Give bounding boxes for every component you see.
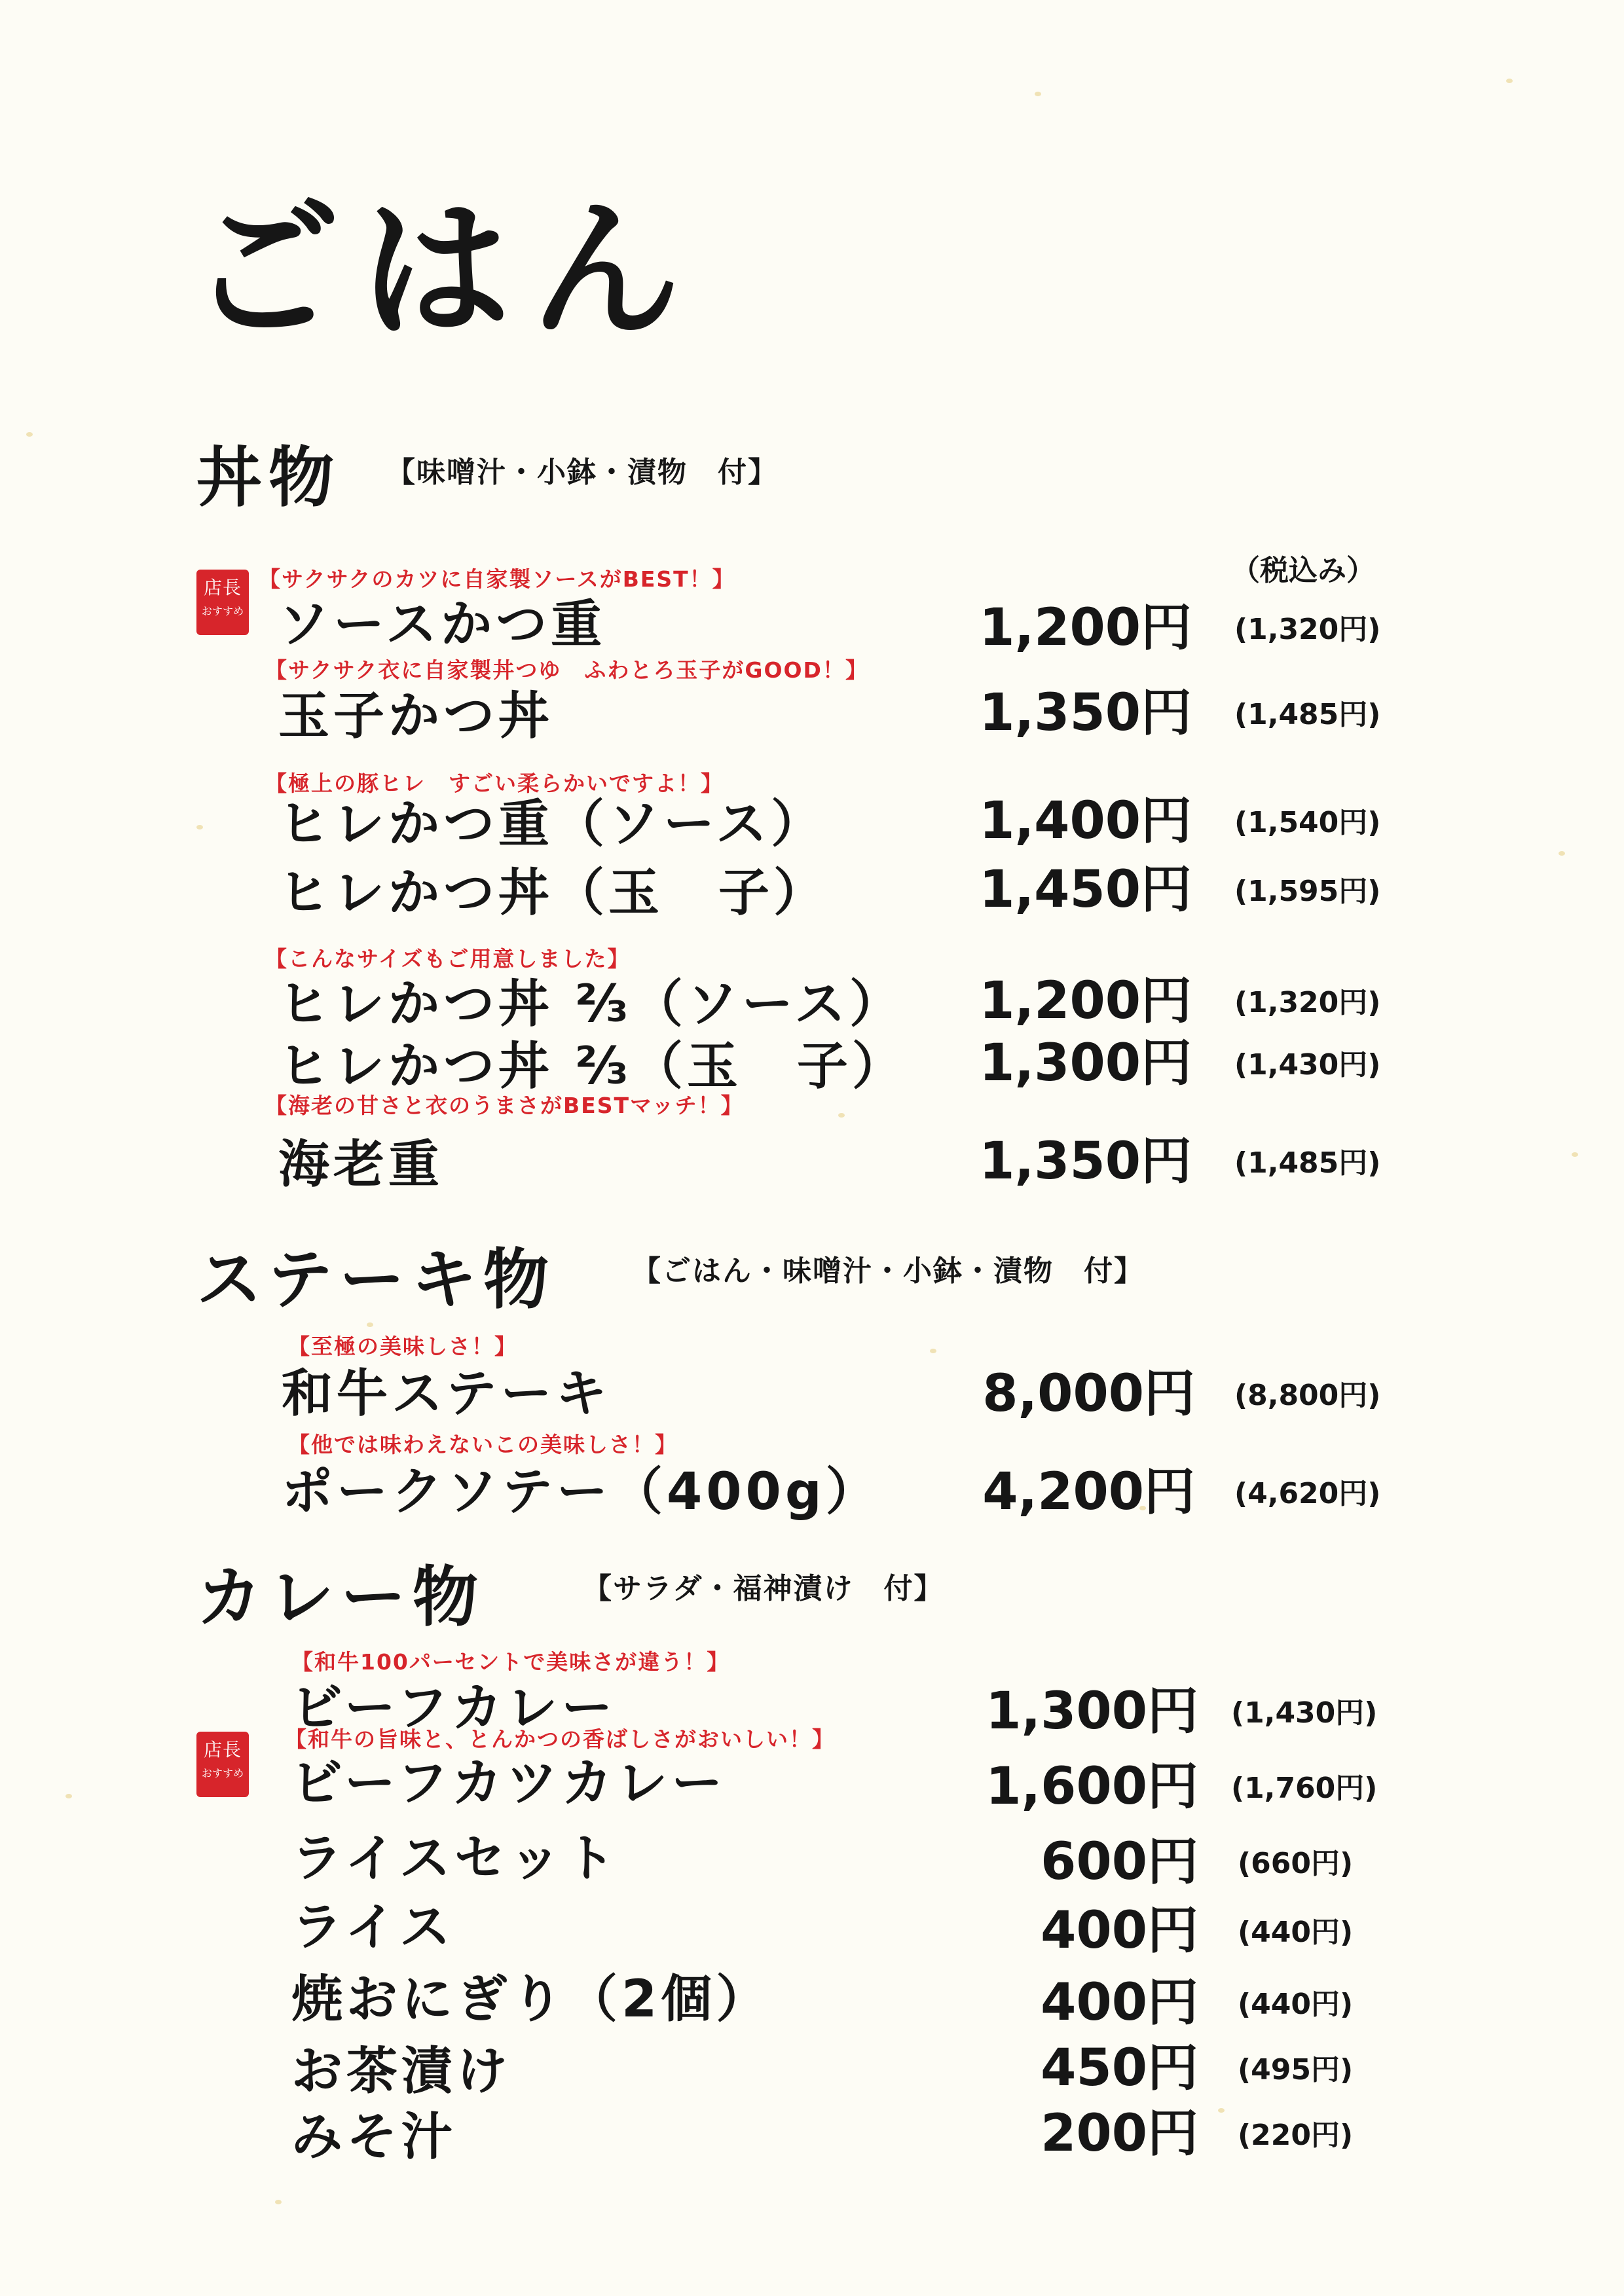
item-price: 1,350円 [979,683,1192,742]
item-price: 200円 [1041,2104,1198,2163]
item-price: 400円 [1041,1973,1198,2032]
item-name: ビーフカレー [291,1679,617,1738]
item-name: 焼おにぎり（2個） [291,1970,771,2029]
item-catchphrase: 【他では味わえないこの美味しさ！】 [288,1432,678,1457]
section-note-steak: 【ごはん・味噌汁・小鉢・漬物 付】 [632,1254,1144,1288]
item-name: お茶漬け [291,2042,512,2101]
item-name: 海老重 [278,1135,444,1194]
paper-speck [26,432,33,437]
item-catchphrase: 【至極の美味しさ！】 [288,1334,517,1359]
item-price: 1,350円 [979,1132,1192,1191]
item-tax-price: (1,320円) [1234,986,1381,1019]
item-name: ポークソテー（400g） [282,1463,881,1522]
badge-label: 店長 [203,1739,242,1760]
paper-speck [1559,851,1565,856]
badge-sublabel: おすすめ [201,1767,244,1779]
item-tax-price: (440円) [1238,1916,1354,1949]
item-tax-price: (1,485円) [1234,1146,1381,1180]
item-price: 1,200円 [979,598,1192,657]
paper-speck [1506,79,1513,83]
paper-speck [275,2200,282,2204]
item-name: ライス [291,1898,454,1957]
badge-sublabel: おすすめ [201,605,244,617]
paper-speck [930,1349,936,1353]
item-tax-price: (1,320円) [1234,613,1381,646]
paper-speck [1572,1152,1578,1157]
item-price: 1,200円 [979,972,1192,1030]
item-name: 玉子かつ丼 [278,687,554,746]
item-price: 1,400円 [979,792,1192,850]
item-tax-price: (660円) [1238,1847,1354,1880]
item-name: 和牛ステーキ [282,1364,611,1423]
item-name: ソースかつ重 [278,595,606,654]
item-tax-price: (1,430円) [1231,1696,1378,1730]
item-price: 600円 [1041,1832,1198,1891]
section-note-donburi: 【味噌汁・小鉢・漬物 付】 [386,456,778,489]
item-name: ライスセット [291,1829,619,1888]
item-price: 1,300円 [986,1682,1198,1741]
item-tax-price: (495円) [1238,2053,1354,2086]
item-price: 1,300円 [979,1034,1192,1093]
item-price: 400円 [1041,1901,1198,1960]
item-catchphrase: 【海老の甘さと衣のうまさがBESTマッチ！】 [265,1093,744,1118]
paper-speck [838,1113,845,1118]
item-catchphrase: 【和牛の旨味と、とんかつの香ばしさがおいしい！】 [285,1726,835,1752]
item-name: ヒレかつ丼 ⅔（玉 子） [278,1037,907,1096]
item-name: ヒレかつ丼（玉 子） [278,864,829,922]
item-tax-price: (440円) [1238,1988,1354,2021]
item-name: ビーフカツカレー [291,1754,727,1813]
item-tax-price: (220円) [1238,2119,1354,2152]
recommend-badge [196,1732,249,1797]
section-note-curry: 【サラダ・福神漬け 付】 [583,1572,944,1605]
section-title-curry: カレー物 [196,1559,485,1635]
item-tax-price: (1,595円) [1234,875,1381,908]
item-tax-price: (1,430円) [1234,1048,1381,1082]
item-tax-price: (8,800円) [1234,1379,1381,1412]
item-price: 8,000円 [982,1364,1195,1423]
item-catchphrase: 【サクサクのカツに自家製ソースがBEST！】 [259,566,735,592]
paper-speck [1035,92,1041,96]
item-price: 1,600円 [986,1757,1198,1816]
item-catchphrase: 【極上の豚ヒレ すごい柔らかいですよ！】 [265,771,724,796]
item-name: みそ汁 [291,2107,457,2166]
section-title-steak: ステーキ物 [196,1241,555,1318]
paper-speck [65,1794,72,1798]
item-catchphrase: 【こんなサイズもご用意しました】 [265,946,631,972]
badge-label: 店長 [203,577,242,598]
page-title: ごはん [190,184,701,359]
item-tax-price: (1,760円) [1231,1772,1378,1805]
item-catchphrase: 【サクサク衣に自家製丼つゆ ふわとろ玉子がGOOD！】 [265,657,868,683]
item-tax-price: (1,540円) [1234,806,1381,839]
item-tax-price: (1,485円) [1234,698,1381,731]
section-title-donburi: 丼物 [196,439,341,516]
paper-speck [367,1322,373,1327]
item-price: 450円 [1041,2039,1198,2098]
item-price: 1,450円 [979,860,1192,919]
tax-included-header: （税込み） [1231,554,1375,587]
recommend-badge [196,570,249,635]
paper-speck [196,825,203,829]
item-name: ヒレかつ重（ソース） [278,795,826,854]
item-price: 4,200円 [982,1463,1195,1522]
item-name: ヒレかつ丼 ⅔（ソース） [278,975,904,1034]
item-catchphrase: 【和牛100パーセントで美味さが違う！】 [291,1649,730,1675]
paper-speck [1218,2108,1225,2113]
item-tax-price: (4,620円) [1234,1477,1381,1510]
